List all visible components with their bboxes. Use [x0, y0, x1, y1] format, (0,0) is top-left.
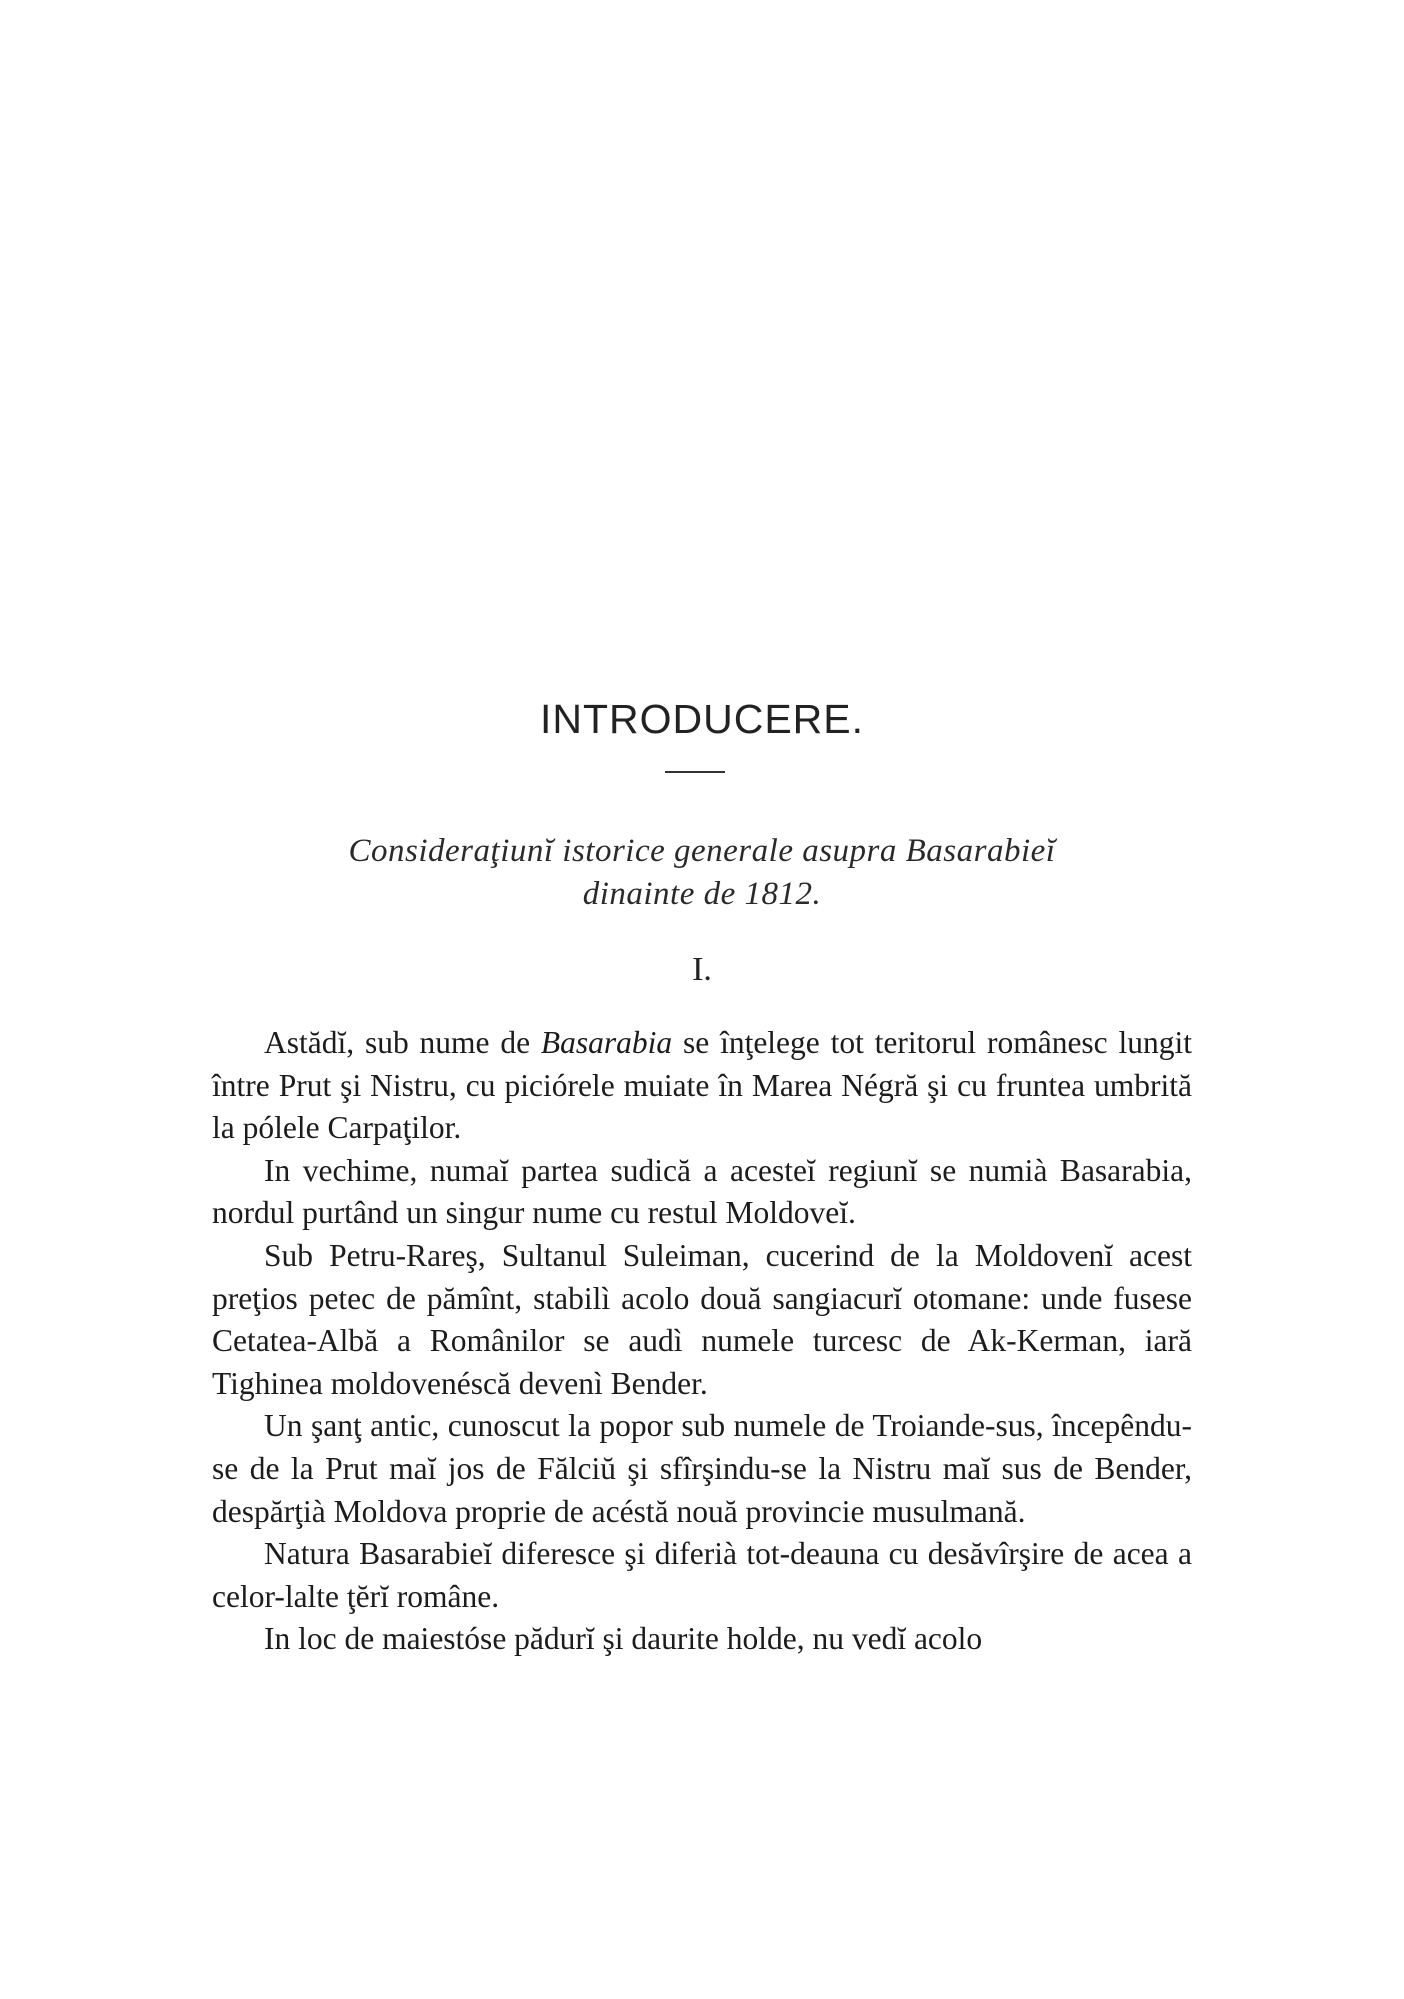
paragraph-1-emphasis: Basarabia	[540, 1025, 673, 1060]
section-number: I.	[692, 951, 712, 988]
paragraph-5	[212, 1533, 1192, 1618]
paragraph-2	[212, 1150, 1192, 1235]
paragraph-5-text: Natura Basarabieĭ diferesce şi diferià tot-deauna cu desăvîrşire de acea a celor-lalte ţĕrĭ române.	[212, 1536, 1192, 1614]
paragraph-3-text: Sub Petru-Rareş, Sultanul Suleiman, cucerind de la Moldovenĭ acest preţios petec de pămînt, stabilì acolo două sangiacurĭ otomane: unde fusese Cetatea-Albă a Românilor se audì numele turcesc de Ak-Kerman, iară Tighinea moldovenéscă devenì Bender.	[212, 1237, 1192, 1401]
paragraph-4	[212, 1405, 1192, 1533]
subtitle-line-2: dinainte de 1812.	[582, 876, 822, 912]
paragraph-6-text: In loc de maiestóse pădurĭ şi daurite holde, nu vedĭ acolo	[264, 1621, 983, 1657]
subtitle-line-1: Consideraţiunĭ istorice generale asupra Basarabieĭ	[348, 833, 1056, 869]
chapter-title: INTRODUCERE.	[539, 696, 865, 742]
body-text	[212, 1022, 1192, 1661]
paragraph-3	[212, 1235, 1192, 1405]
paragraph-2-text: In vechime, numaĭ partea sudică a acesteĭ regiunĭ se numià Basarabia, nordul purtând un singur nume cu restul Moldoveĭ.	[212, 1152, 1192, 1231]
paragraph-1-text-b: se înţelege tot teritorul românesc lungit între Prut şi Nistru, cu piciórele muiate în Marea Négră şi cu fruntea umbrită la pólele Carpaţilor.	[212, 1025, 1192, 1146]
paragraph-6	[212, 1618, 1192, 1661]
paragraph-4-text: Un şanţ antic, cunoscut la popor sub numele de Troiande-sus, începêndu-se de la Prut maĭ jos de Fălciŭ şi sfîrşindu-se la Nistru maĭ sus de Bender, despărţià Moldova proprie de acéstă nouă provincie musulmană.	[212, 1408, 1192, 1529]
paragraph-1-text-a: Astădĭ, sub nume de	[264, 1025, 541, 1060]
title-divider	[665, 771, 725, 773]
paragraph-1	[212, 1022, 1192, 1150]
chapter-subtitle	[0, 830, 1404, 916]
